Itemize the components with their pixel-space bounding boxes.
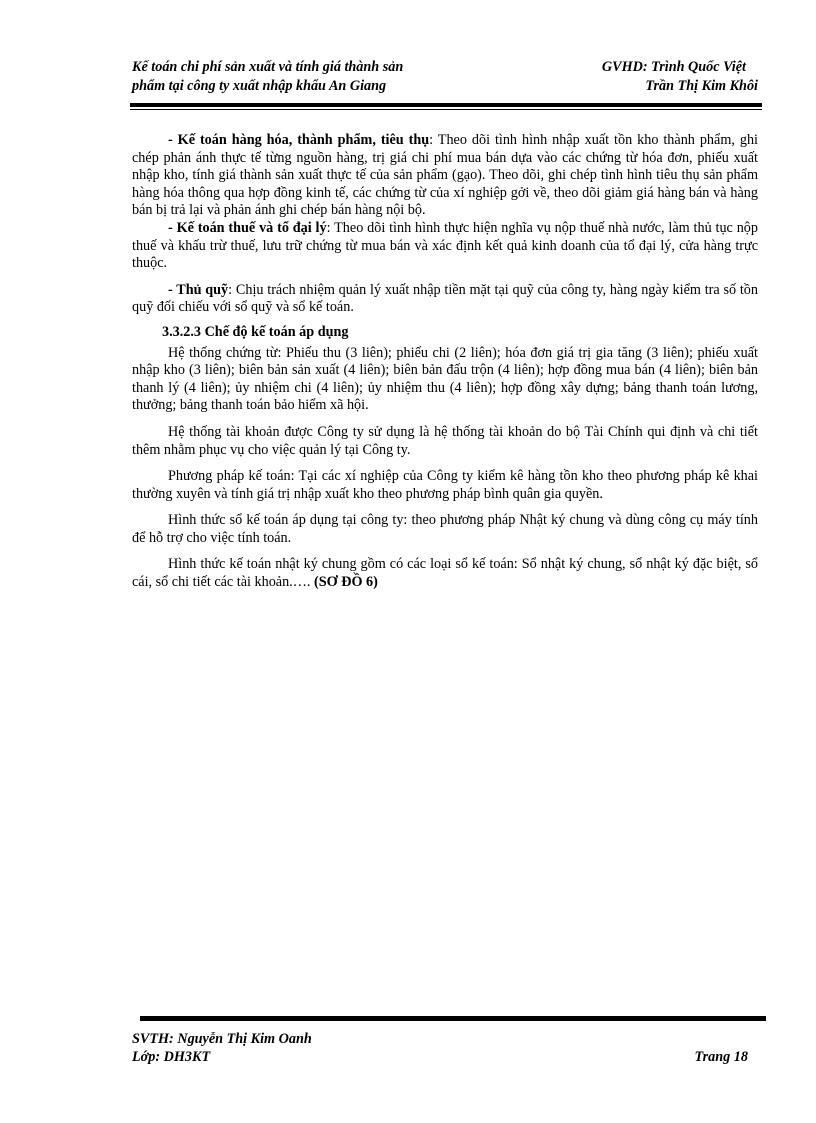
header-advisors xyxy=(602,58,758,96)
paragraph-documents: Hệ thống chứng từ: Phiếu thu (3 liên); phiếu chi (2 liên); hóa đơn giá trị gia tăng (3 liên); phiếu xuất nhập kho (3 liên); biên bản sản xuất (4 liên); biên bản đấu trộn (4 liên); hợp đồng mua bán (4 liên); biên bản thanh lý (4 liên); ủy nhiệm chi (4 liên); ủy nhiệm thu (4 liên); hợp đồng xây dựng; bảng thanh toán lương, thưởng; bảng thanh toán bảo hiểm xã hội. xyxy=(132,344,758,414)
footer-student: SVTH: Nguyễn Thị Kim Oanh xyxy=(132,1031,312,1047)
footer-class: Lớp: DH3KT xyxy=(132,1049,211,1065)
header-title xyxy=(132,58,403,96)
paragraph-text: : Theo dõi tình hình thực hiện nghĩa vụ nộp thuế nhà nước, làm thủ tục nộp thuế và khấu trừ thuế, lưu trữ chứng từ mua bán và xác định kết quả kinh doanh của tổ đại lý, cửa hàng trực thuộc. xyxy=(132,219,758,272)
paragraph-method: Phương pháp kế toán: Tại các xí nghiệp của Công ty kiểm kê hàng tồn kho theo phương pháp kê khai thường xuyên và tính giá trị nhập xuất kho theo phương pháp bình quân gia quyền. xyxy=(132,468,758,502)
paragraph-accounts: Hệ thống tài khoản được Công ty sử dụng là hệ thống tài khoản do bộ Tài Chính qui định và chi tiết thêm nhằm phục vụ cho việc quản lý tại Công ty. xyxy=(132,423,758,458)
footer-rule xyxy=(140,1016,766,1021)
paragraph-text: : Chịu trách nhiệm quản lý xuất nhập tiền mặt tại quỹ của công ty, hàng ngày kiểm tra số tồn quỹ đối chiếu với sổ quỹ và sổ kế toán. xyxy=(132,281,758,316)
diagram-reference: (SƠ ĐỒ 6) xyxy=(314,574,378,591)
header-rule-thin xyxy=(130,109,762,110)
header-rule-thick xyxy=(130,103,762,107)
header-title-line1: Kế toán chi phí sản xuất và tính giá thành sản xyxy=(132,59,404,75)
header-advisor-2: Trần Thị Kim Khôi xyxy=(645,78,758,94)
paragraph-text: Hình thức kế toán nhật ký chung gồm có các loại sổ kế toán: Sổ nhật ký chung, sổ nhật ký đặc biệt, sổ cái, sổ chi tiết các tài khoản.…. xyxy=(132,556,758,591)
paragraph-ledger-form: Hình thức sổ kế toán áp dụng tại công ty: theo phương pháp Nhật ký chung và dùng công cụ máy tính để hỗ trợ cho việc tính toán. xyxy=(132,512,758,546)
page-footer xyxy=(132,1030,748,1066)
paragraph-text: : Theo dõi tình hình nhập xuất tồn kho thành phẩm, ghi chép phản ánh thực tế từng nguồn hàng, trị giá chi phí mua bán dựa vào các chứng từ hóa đơn, phiếu xuất nhập kho, tính giá thành sản xuất thực tế của sản phẩm (gạo). Theo dõi, ghi chép tình hình tiêu thụ sản phẩm hàng hóa thông qua hợp đồng kinh tế, các chứng từ của xí nghiệp gởi về, theo dõi giảm giá hàng bán và hàng bán bị trả lại và phản ánh ghi chép bán hàng nội bộ. xyxy=(132,132,758,219)
paragraph-tax-accounting xyxy=(132,220,758,273)
paragraph-treasurer xyxy=(132,282,758,317)
paragraph-label: - Thủ quỹ xyxy=(168,281,229,298)
paragraph-label: - Kế toán thuế và tổ đại lý xyxy=(168,219,327,236)
page-body xyxy=(132,132,758,592)
header-advisor-1: GVHD: Trình Quốc Việt xyxy=(601,59,746,75)
paragraph-label: - Kế toán hàng hóa, thành phẩm, tiêu thụ xyxy=(168,132,430,148)
page-number: Trang 18 xyxy=(694,1049,748,1065)
paragraph-journal xyxy=(132,556,758,591)
paragraph-goods-accounting xyxy=(132,132,758,220)
header-title-line2: phẩm tại công ty xuất nhập khẩu An Giang xyxy=(132,78,387,94)
section-heading: 3.3.2.3 Chế độ kế toán áp dụng xyxy=(162,323,349,340)
